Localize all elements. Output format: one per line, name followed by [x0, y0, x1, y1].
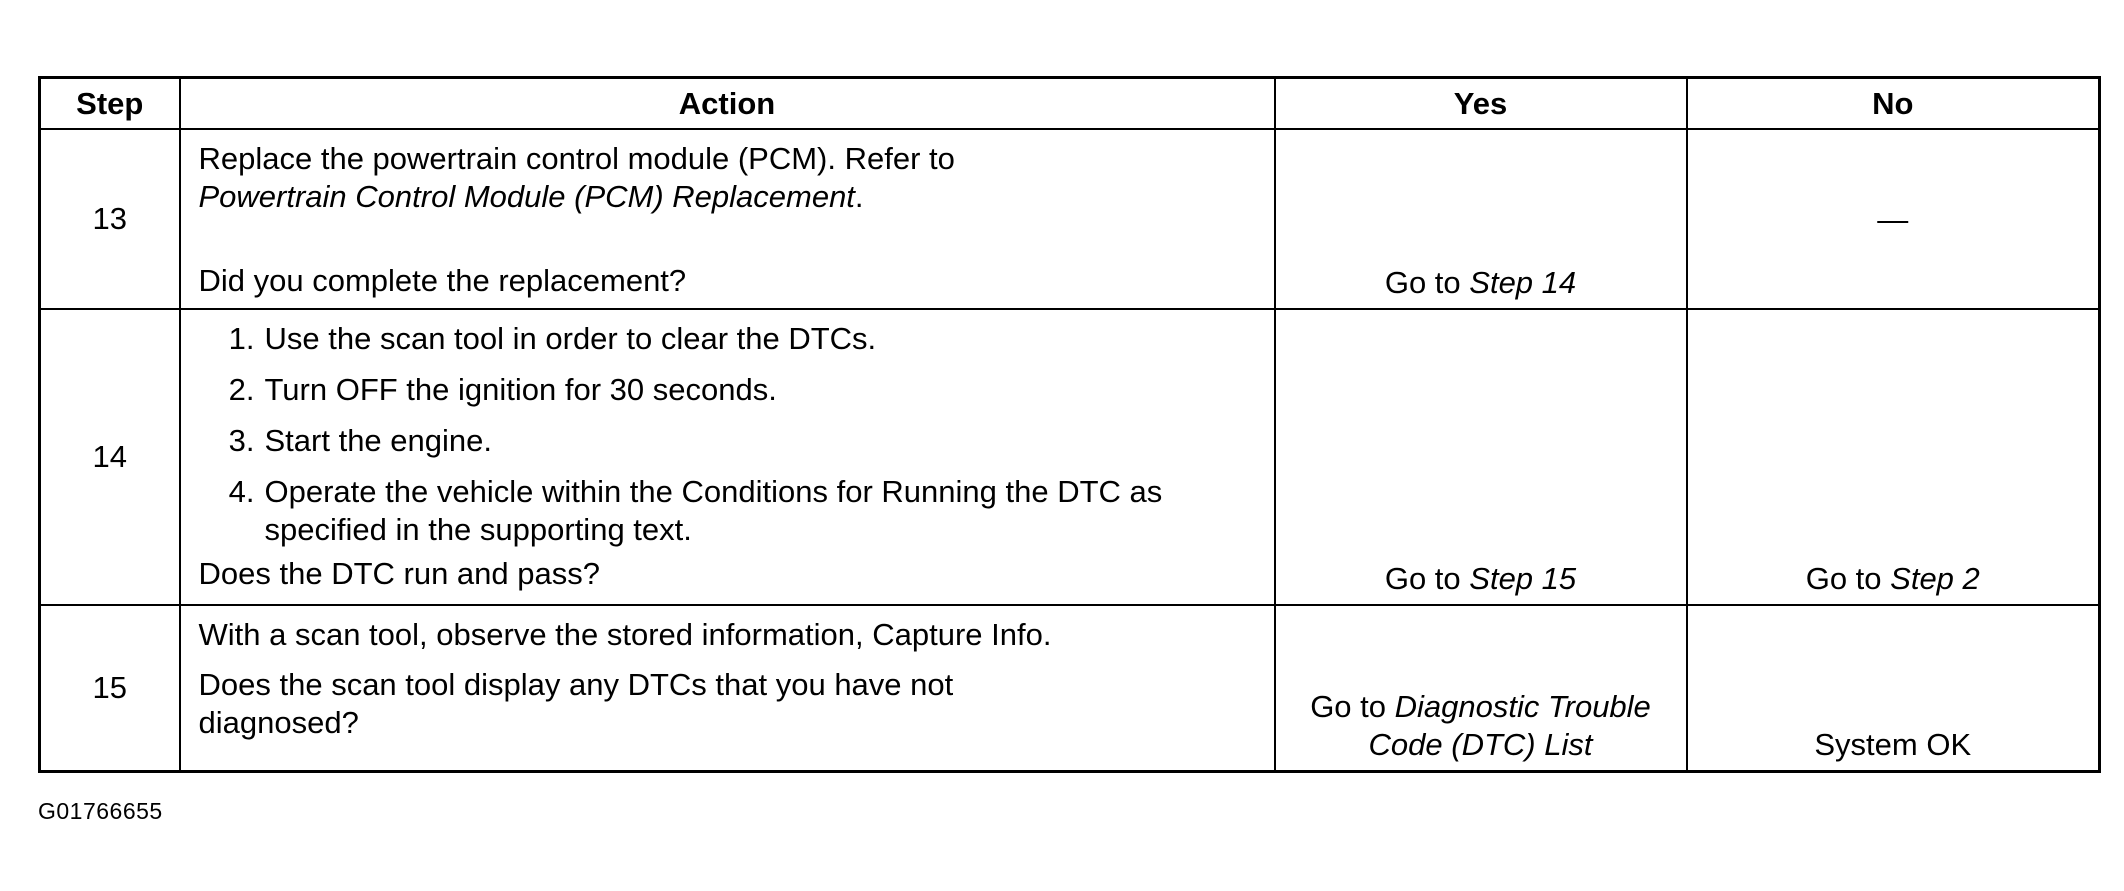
action-question: Did you complete the replacement? [198, 263, 687, 298]
header-no: No [1687, 78, 2100, 130]
no-cell [1687, 129, 2100, 309]
no-cell: Go to Step 2 [1687, 309, 2100, 605]
yes-reference-link: Diagnostic Trouble Code (DTC) List [1368, 688, 1651, 762]
no-value-dash: — [1877, 202, 1909, 237]
procedure-item: 4. Operate the vehicle within the Conditions for Running the DTC as specified in the supporting text. [228, 474, 1163, 547]
step-number: 13 [40, 129, 180, 309]
action-cell [180, 605, 1275, 771]
header-yes: Yes [1275, 78, 1687, 130]
header-step: Step [40, 78, 180, 130]
step-number: 15 [40, 605, 180, 771]
diagnostic-step-table [38, 76, 2101, 773]
action-question: Does the scan tool display any DTCs that you have not diagnosed? [198, 667, 954, 740]
action-cell [180, 129, 1275, 309]
no-result: System OK [1814, 726, 1972, 762]
procedure-item: 1. Use the scan tool in order to clear the DTCs. [228, 321, 877, 356]
yes-step-link: Step 15 [1469, 561, 1577, 596]
yes-cell: Go to Step 15 [1275, 309, 1687, 605]
header-action: Action [180, 78, 1275, 130]
action-instruction: With a scan tool, observe the stored information, Capture Info. [198, 617, 1052, 652]
figure-id-caption: G01766655 [38, 798, 163, 824]
yes-step-link: Step 14 [1469, 265, 1577, 300]
procedure-list [199, 320, 1256, 549]
procedure-item: 3. Start the engine. [228, 423, 492, 458]
table-row-step-13 [40, 129, 2100, 309]
yes-cell: Go to Step 14 [1275, 129, 1687, 309]
action-reference: Powertrain Control Module (PCM) Replacement [198, 179, 855, 214]
no-cell [1687, 605, 2100, 771]
action-cell [180, 309, 1275, 605]
procedure-item: 2. Turn OFF the ignition for 30 seconds. [228, 372, 777, 407]
table-row-step-15 [40, 605, 2100, 771]
action-instruction: Replace the powertrain control module (PCM). Refer to Powertrain Control Module (PCM) Replacement. [198, 141, 955, 214]
no-step-link: Step 2 [1890, 561, 1980, 596]
step-number: 14 [40, 309, 180, 605]
table-header-row [40, 78, 2100, 130]
table-row-step-14 [40, 309, 2100, 605]
yes-cell: Go to Diagnostic Trouble Code (DTC) List [1275, 605, 1687, 771]
action-question: Does the DTC run and pass? [198, 556, 600, 591]
